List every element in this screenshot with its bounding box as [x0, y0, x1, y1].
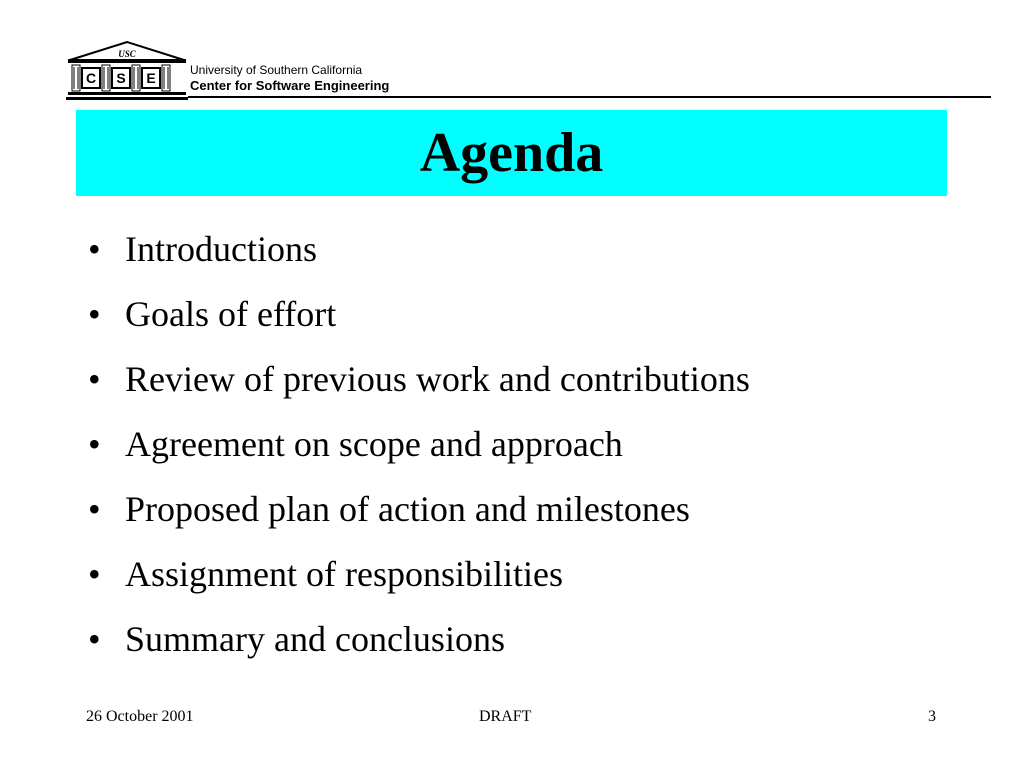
bullet-icon: •	[88, 554, 101, 594]
bullet-icon: •	[88, 619, 101, 659]
footer-draft-label: DRAFT	[479, 708, 532, 725]
agenda-item-text: Review of previous work and contributions	[125, 359, 750, 399]
agenda-item-text: Assignment of responsibilities	[125, 554, 563, 594]
organization-name	[190, 64, 389, 92]
logo-letter-s: S	[116, 70, 126, 86]
bullet-icon: •	[88, 359, 101, 399]
agenda-item	[88, 282, 750, 347]
slide-title: Agenda	[419, 122, 604, 184]
bullet-icon: •	[88, 489, 101, 529]
agenda-item-text: Goals of effort	[125, 294, 337, 334]
agenda-item-text: Introductions	[125, 229, 317, 269]
center-name: Center for Software Engineering	[190, 78, 390, 93]
svg-text:USC: USC	[118, 49, 136, 59]
bullet-icon: •	[88, 294, 101, 334]
university-name: University of Southern California	[190, 63, 363, 77]
title-banner	[76, 110, 947, 196]
agenda-item	[88, 607, 750, 672]
logo-letter-e: E	[146, 70, 156, 86]
header-divider	[188, 96, 991, 98]
bullet-icon: •	[88, 229, 101, 269]
agenda-item-text: Agreement on scope and approach	[125, 424, 623, 464]
agenda-item	[88, 477, 750, 542]
bullet-icon: •	[88, 424, 101, 464]
logo-letter-c: C	[85, 70, 97, 86]
agenda-item	[88, 217, 750, 282]
footer-date: 26 October 2001	[86, 708, 194, 725]
agenda-item	[88, 347, 750, 412]
agenda-item	[88, 412, 750, 477]
agenda-item	[88, 542, 750, 607]
agenda-list	[88, 217, 750, 672]
agenda-item-text: Summary and conclusions	[125, 619, 505, 659]
footer-page-number: 3	[928, 708, 936, 725]
agenda-item-text: Proposed plan of action and milestones	[125, 489, 690, 529]
